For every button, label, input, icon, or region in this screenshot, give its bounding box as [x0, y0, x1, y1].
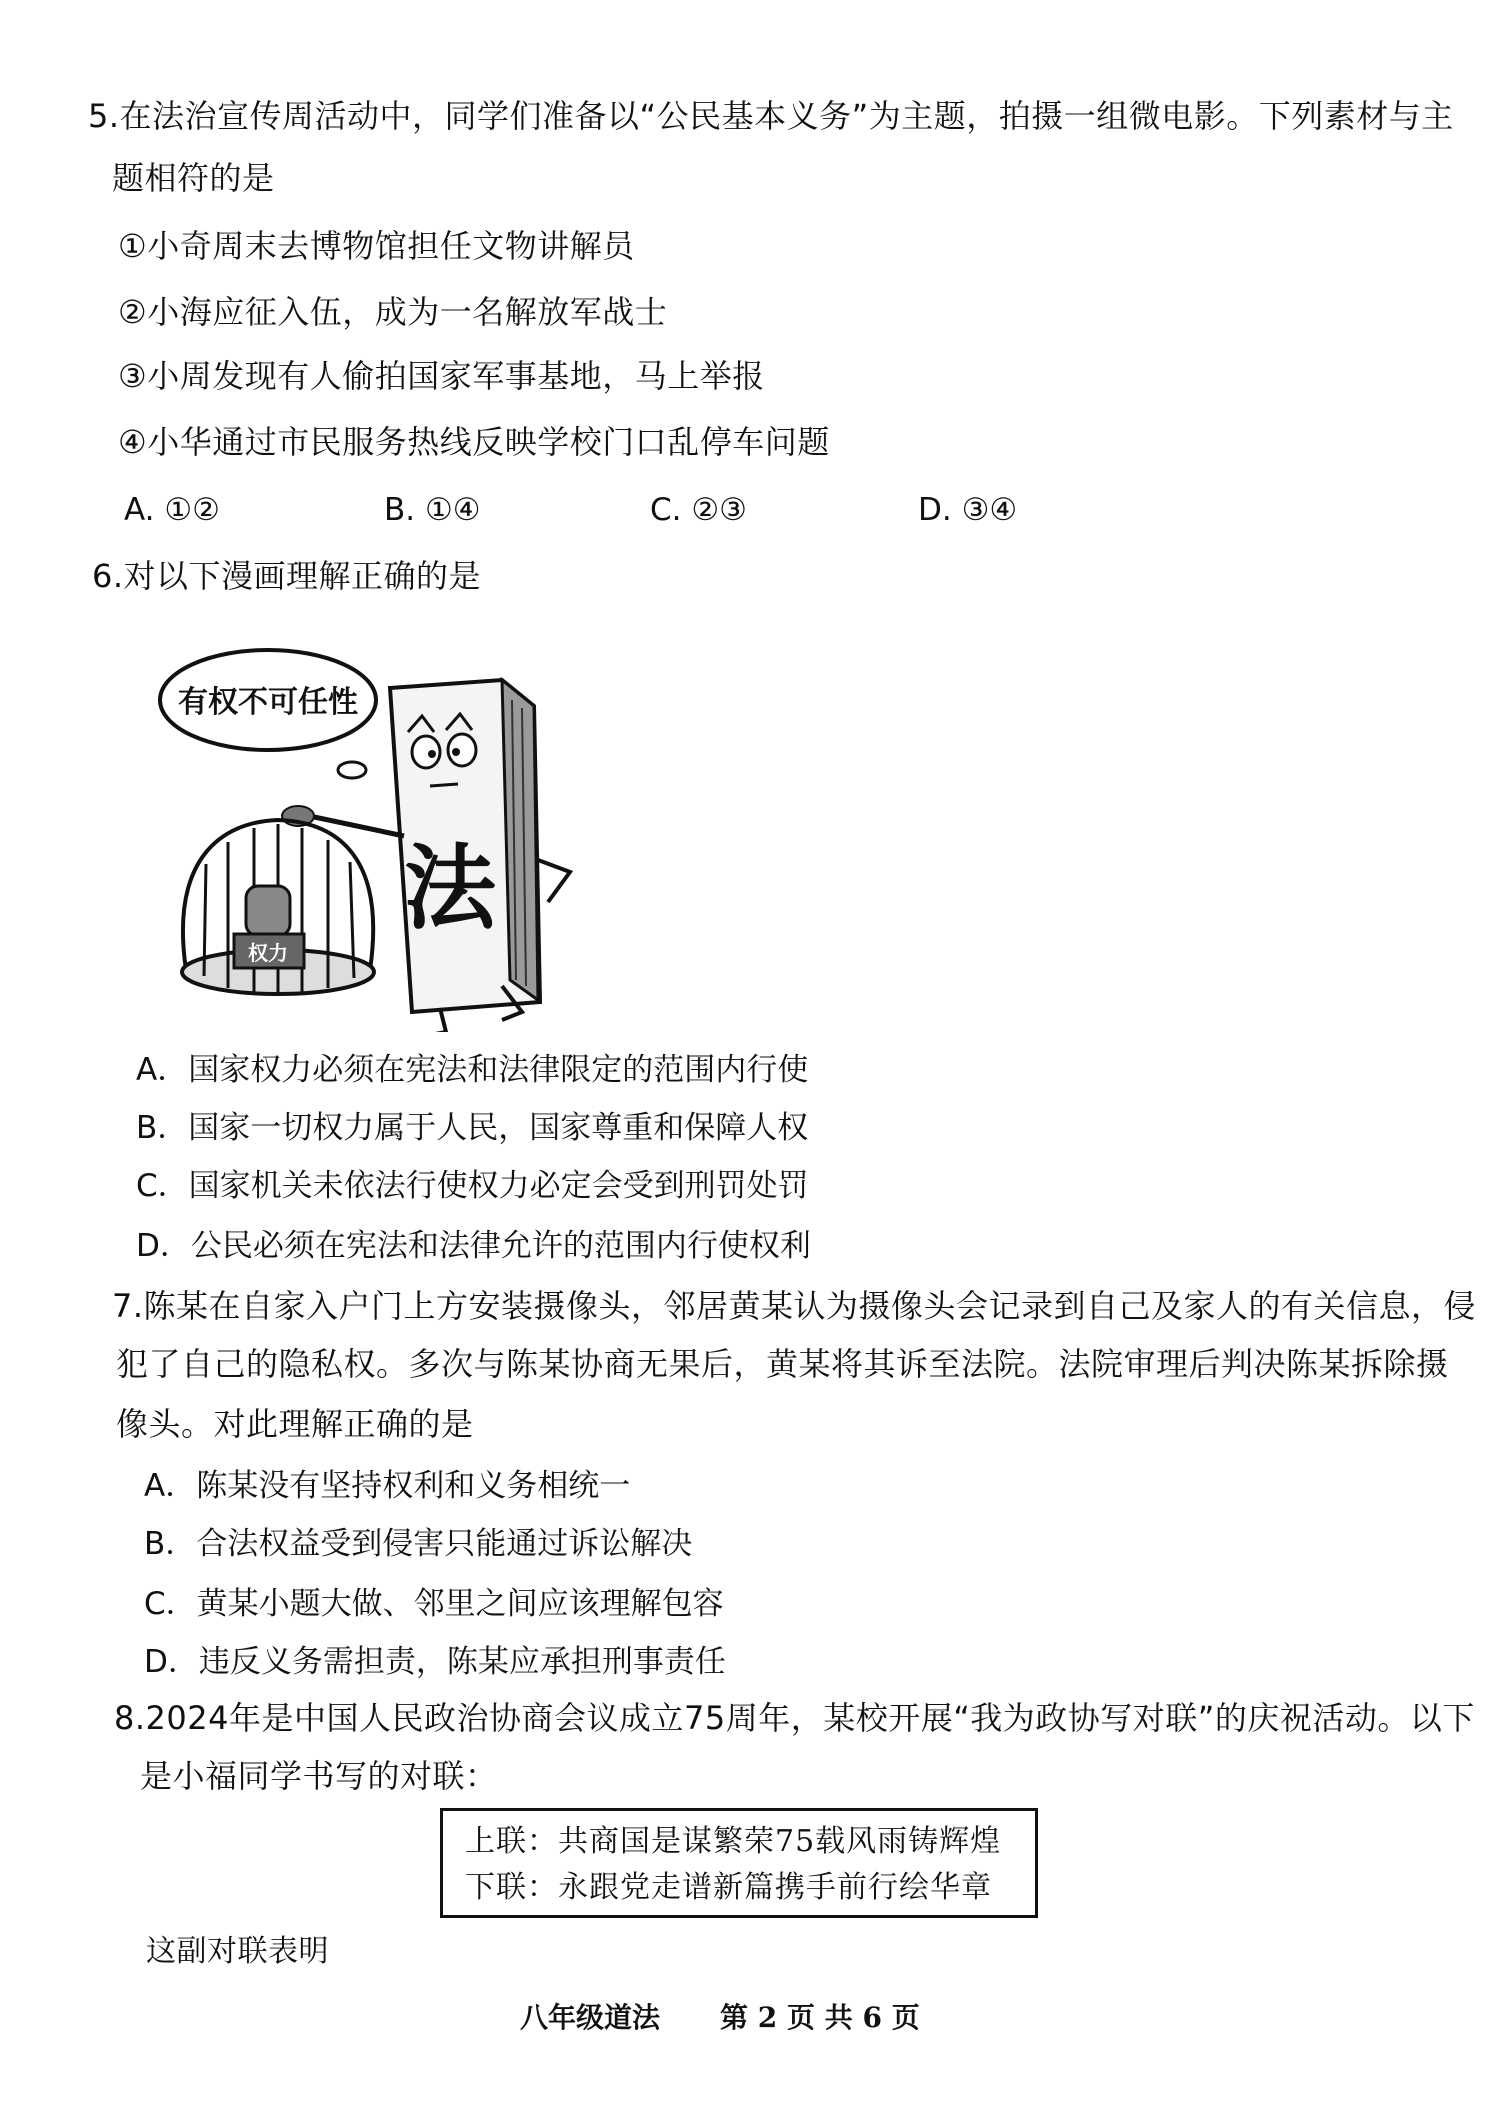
q8-tail: 这副对联表明	[146, 1934, 329, 1969]
q6-option-a: A．国家权力必须在宪法和法律限定的范围内行使	[136, 1052, 809, 1088]
q5-item-2: ②小海应征入伍，成为一名解放军战士	[118, 293, 668, 331]
cartoon-law-caging-power	[150, 640, 630, 1032]
q7-stem-line1: 7.陈某在自家入户门上方安装摄像头，邻居黄某认为摄像头会记录到自己及家人的有关信息，侵	[112, 1287, 1477, 1325]
footer-subject: 八年级道法	[520, 2001, 661, 2034]
q7-option-b: B．合法权益受到侵害只能通过诉讼解决	[144, 1526, 693, 1562]
q7-option-d: D．违反义务需担责，陈某应承担刑事责任	[144, 1644, 726, 1680]
q5-option-c: C. ②③	[650, 492, 747, 528]
q5-item-1: ①小奇周末去博物馆担任文物讲解员	[118, 227, 635, 265]
q6-option-d: D．公民必须在宪法和法律允许的范围内行使权利	[136, 1228, 811, 1264]
q5-option-a: A. ①②	[124, 492, 220, 528]
cartoon-bubble-text: 有权不可任性	[178, 685, 358, 720]
q7-stem-line2: 犯了自己的隐私权。多次与陈某协商无果后，黄某将其诉至法院。法院审理后判决陈某拆除摄	[116, 1345, 1449, 1383]
couplet-lower: 下联：永跟党走谱新篇携手前行绘华章	[465, 1870, 992, 1905]
q7-stem-line3: 像头。对此理解正确的是	[116, 1405, 474, 1443]
q5-stem-line2: 题相符的是	[112, 159, 275, 197]
q5-item-3: ③小周发现有人偷拍国家军事基地，马上举报	[118, 357, 765, 395]
couplet-upper: 上联：共商国是谋繁荣75载风雨铸辉煌	[465, 1824, 1002, 1859]
q5-stem-line1: 5.在法治宣传周活动中，同学们准备以“公民基本义务”为主题，拍摄一组微电影。下列素材与主	[88, 97, 1454, 135]
q5-item-4: ④小华通过市民服务热线反映学校门口乱停车问题	[118, 423, 830, 461]
footer-page-number: 第 2 页 共 6 页	[720, 2001, 920, 2034]
q7-option-c: C．黄某小题大做、邻里之间应该理解包容	[144, 1586, 724, 1622]
q5-option-b: B. ①④	[384, 492, 481, 528]
q6-option-b: B．国家一切权力属于人民，国家尊重和保障人权	[136, 1110, 809, 1146]
couplet-box	[440, 1808, 1038, 1918]
cartoon-book-text: 法	[403, 835, 497, 942]
q7-option-a: A．陈某没有坚持权利和义务相统一	[144, 1468, 631, 1504]
q6-stem: 6.对以下漫画理解正确的是	[92, 557, 482, 595]
cartoon-cage-text: 权力	[248, 941, 288, 965]
q6-option-c: C．国家机关未依法行使权力必定会受到刑罚处罚	[136, 1168, 809, 1204]
q8-stem-line2: 是小福同学书写的对联：	[140, 1757, 498, 1795]
q5-option-d: D. ③④	[918, 492, 1018, 528]
q8-stem-line1: 8.2024年是中国人民政治协商会议成立75周年，某校开展“我为政协写对联”的庆祝活动。以下	[114, 1699, 1475, 1737]
